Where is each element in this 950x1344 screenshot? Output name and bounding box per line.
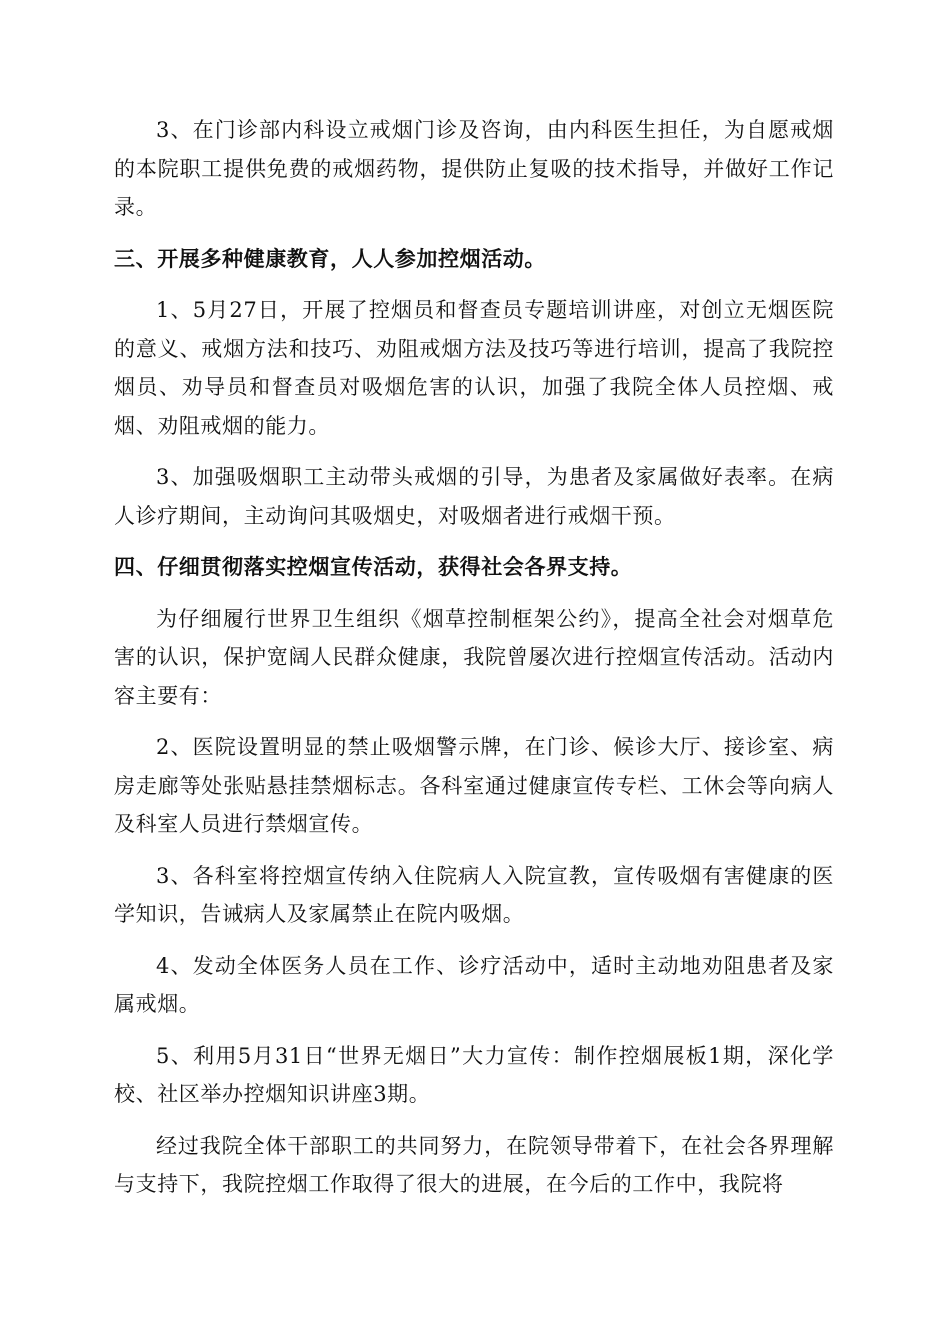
paragraph-conclusion: 经过我院全体干部职工的共同努力，在院领导带着下，在社会各界理解与支持下，我院控烟工作取得了很大的进展，在今后的工作中，我院将 [114, 1133, 834, 1196]
section-heading-4: 四、仔细贯彻落实控烟宣传活动，获得社会各界支持。 [114, 554, 633, 579]
paragraph-staff-example: 3、加强吸烟职工主动带头戒烟的引导，为患者及家属做好表率。在病人诊疗期间，主动询问其吸烟史，对吸烟者进行戒烟干预。 [114, 465, 834, 528]
paragraph-who-convention: 为仔细履行世界卫生组织《烟草控制框架公约》，提高全社会对烟草危害的认识，保护宽阔人民群众健康，我院曾屡次进行控烟宣传活动。活动内容主要有： [114, 606, 834, 708]
document-page [114, 111, 834, 1204]
paragraph-inpatient-education: 3、各科室将控烟宣传纳入住院病人入院宣教，宣传吸烟有害健康的医学知识，告诫病人及家属禁止在院内吸烟。 [114, 863, 834, 926]
paragraph-signs: 2、医院设置明显的禁止吸烟警示牌，在门诊、候诊大厅、接诊室、病房走廊等处张贴悬挂禁烟标志。各科室通过健康宣传专栏、工休会等向病人及科室人员进行禁烟宣传。 [114, 735, 834, 836]
paragraph-clinic-consult: 3、在门诊部内科设立戒烟门诊及咨询，由内科医生担任，为自愿戒烟的本院职工提供免费的戒烟药物，提供防止复吸的技术指导，并做好工作记录。 [114, 118, 834, 219]
paragraph-training: 1、5月27日，开展了控烟员和督查员专题培训讲座，对创立无烟医院的意义、戒烟方法和技巧、劝阻戒烟方法及技巧等进行培训，提高了我院控烟员、劝导员和督查员对吸烟危害的认识，加强了我院全体人员控烟、戒烟、劝阻戒烟的能力。 [114, 298, 834, 438]
section-heading-3: 三、开展多种健康教育，人人参加控烟活动。 [114, 245, 546, 271]
paragraph-mobilize-staff: 4、发动全体医务人员在工作、诊疗活动中，适时主动地劝阻患者及家属戒烟。 [114, 953, 834, 1016]
paragraph-world-no-tobacco-day: 5、利用5月31日“世界无烟日”大力宣传：制作控烟展板1期，深化学校、社区举办控烟知识讲座3期。 [114, 1043, 834, 1106]
